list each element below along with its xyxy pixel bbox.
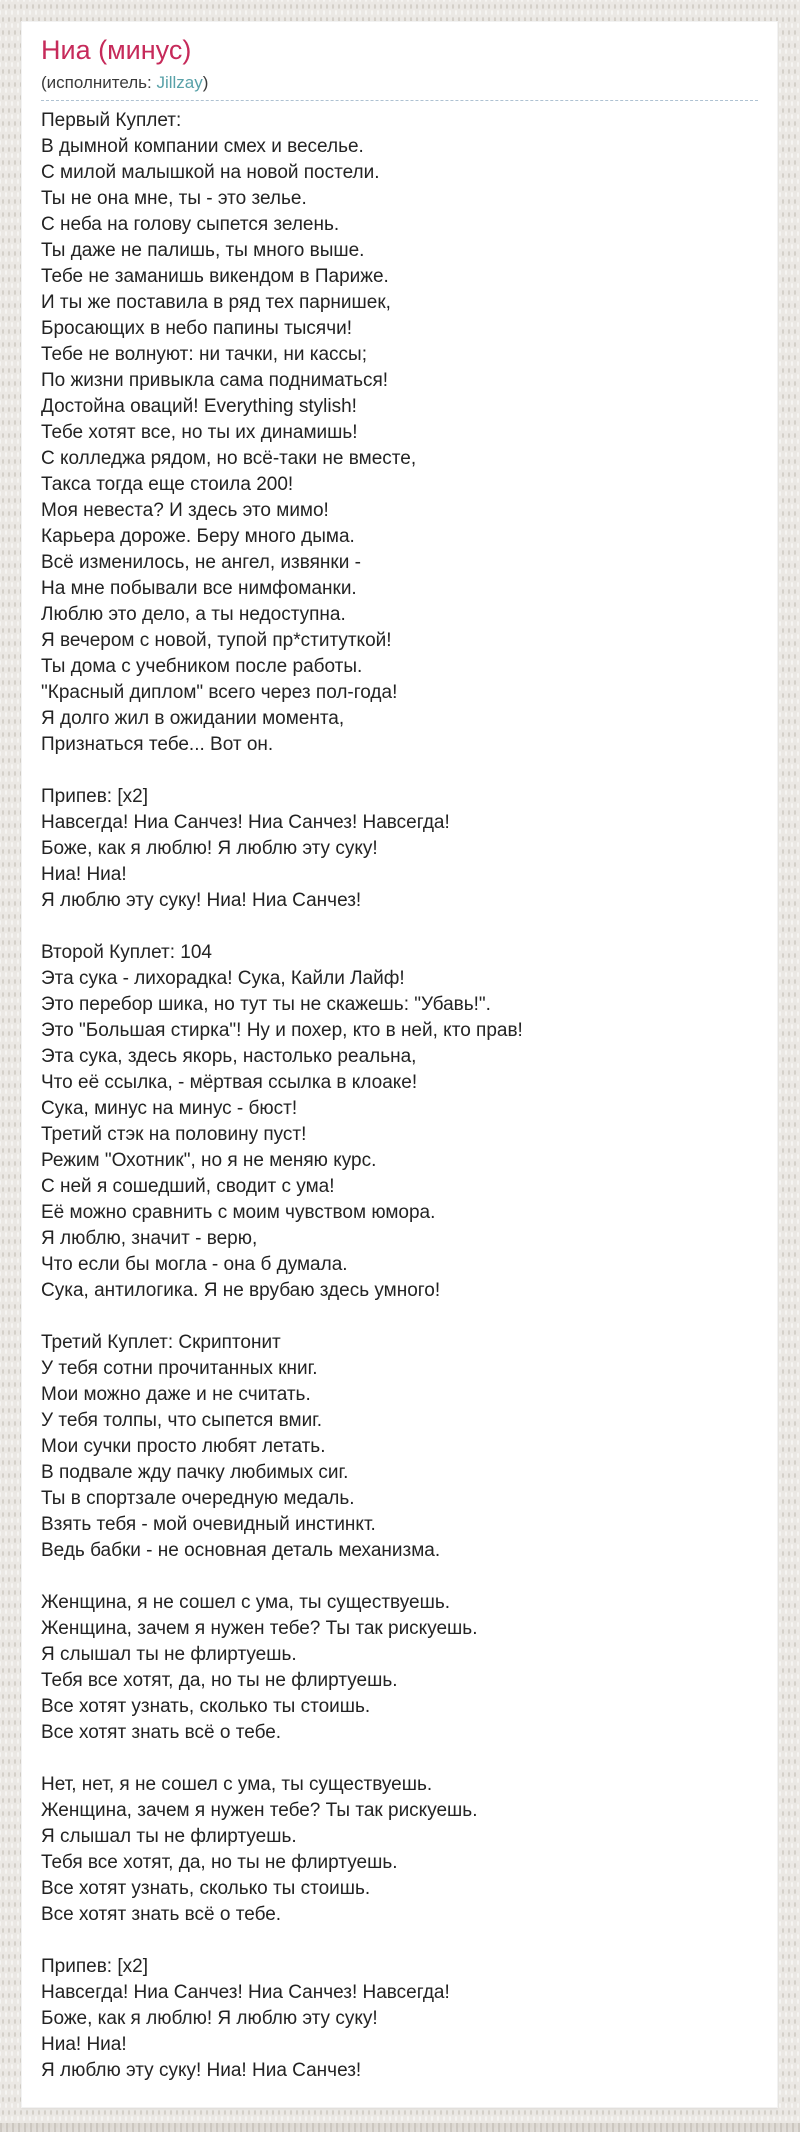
lyrics-line: Тебя все хотят, да, но ты не флиртуешь.: [41, 1670, 398, 1691]
lyrics-line: Все хотят узнать, сколько ты стоишь.: [41, 1696, 371, 1717]
lyrics-stanza: [41, 784, 758, 914]
lyrics-line: Боже, как я люблю! Я люблю эту суку!: [41, 2008, 378, 2029]
lyrics-stanza: [41, 1590, 758, 1746]
lyrics-line: Боже, как я люблю! Я люблю эту суку!: [41, 838, 378, 859]
lyrics-line: Тебе не волнуют: ни тачки, ни кассы;: [41, 344, 367, 365]
lyrics-line: "Красный диплом" всего через пол-года!: [41, 682, 398, 703]
lyrics-line: Тебе не заманишь викендом в Париже.: [41, 266, 389, 287]
lyrics-line: Я люблю эту суку! Ниа! Ниа Санчез!: [41, 890, 362, 911]
lyrics-line: Признаться тебе... Вот он.: [41, 734, 274, 755]
lyrics-line: Ты даже не палишь, ты много выше.: [41, 240, 365, 261]
lyrics-line: Ты не она мне, ты - это зелье.: [41, 188, 307, 209]
lyrics-line: Всё изменилось, не ангел, извянки -: [41, 552, 361, 573]
artist-line: [41, 72, 758, 101]
lyrics-line: Все хотят знать всё о тебе.: [41, 1722, 282, 1743]
lyrics-line: Я слышал ты не флиртуешь.: [41, 1826, 297, 1847]
lyrics-stanza: [41, 1772, 758, 1928]
lyrics-line: С колледжа рядом, но всё-таки не вместе,: [41, 448, 417, 469]
lyrics-line: На мне побывали все нимфоманки.: [41, 578, 357, 599]
lyrics-line: Это "Большая стирка"! Ну и похер, кто в ней, кто прав!: [41, 1020, 523, 1041]
artist-label-suffix: ): [202, 73, 209, 92]
lyrics-line: С милой малышкой на новой постели.: [41, 162, 380, 183]
song-title: Ниа (минус): [41, 35, 192, 65]
lyrics-stanza: [41, 108, 758, 758]
lyrics-stanza: [41, 940, 758, 1304]
lyrics-line: Я долго жил в ожидании момента,: [41, 708, 345, 729]
lyrics-card: [21, 21, 778, 2108]
lyrics-line: Её можно сравнить с моим чувством юмора.: [41, 1202, 436, 1223]
lyrics-line: Женщина, зачем я нужен тебе? Ты так рискуешь.: [41, 1800, 478, 1821]
lyrics-line: Мои сучки просто любят летать.: [41, 1436, 326, 1457]
lyrics-line: Эта сука, здесь якорь, настолько реальна,: [41, 1046, 417, 1067]
lyrics-line: Сука, антилогика. Я не врубаю здесь умного!: [41, 1280, 441, 1301]
lyrics-stanza: [41, 1954, 758, 2084]
lyrics-line: Я вечером с новой, тупой пр*ституткой!: [41, 630, 392, 651]
lyrics-line: Все хотят знать всё о тебе.: [41, 1904, 282, 1925]
lyrics-line: Нет, нет, я не сошел с ума, ты существуешь.: [41, 1774, 433, 1795]
lyrics-line: С ней я сошедший, сводит с ума!: [41, 1176, 335, 1197]
lyrics-line: Я люблю эту суку! Ниа! Ниа Санчез!: [41, 2060, 362, 2081]
lyrics-line: Режим "Охотник", но я не меняю курс.: [41, 1150, 377, 1171]
lyrics-line: Что если бы могла - она б думала.: [41, 1254, 348, 1275]
lyrics-line: Второй Куплет: 104: [41, 942, 212, 963]
lyrics-line: Люблю это дело, а ты недоступна.: [41, 604, 346, 625]
lyrics-line: По жизни привыкла сама подниматься!: [41, 370, 389, 391]
lyrics-line: Это перебор шика, но тут ты не скажешь: "Убавь!".: [41, 994, 491, 1015]
lyrics-line: Женщина, я не сошел с ума, ты существуешь.: [41, 1592, 450, 1613]
lyrics-line: Моя невеста? И здесь это мимо!: [41, 500, 329, 521]
artist-link[interactable]: Jillzay: [156, 73, 203, 92]
lyrics-line: Взять тебя - мой очевидный инстинкт.: [41, 1514, 376, 1535]
lyrics-line: Ведь бабки - не основная деталь механизма.: [41, 1540, 441, 1561]
lyrics-line: Все хотят узнать, сколько ты стоишь.: [41, 1878, 371, 1899]
lyrics-line: Ниа! Ниа!: [41, 2034, 127, 2055]
lyrics-line: Достойна оваций! Everything stylish!: [41, 396, 357, 417]
lyrics-stanza: [41, 1330, 758, 1564]
lyrics-line: Карьера дороже. Беру много дыма.: [41, 526, 355, 547]
lyrics-line: Тебе хотят все, но ты их динамишь!: [41, 422, 358, 443]
lyrics-line: Я люблю, значит - верю,: [41, 1228, 258, 1249]
lyrics-line: Ты в спортзале очередную медаль.: [41, 1488, 355, 1509]
lyrics-text: [41, 108, 758, 2084]
lyrics-line: И ты же поставила в ряд тех парнишек,: [41, 292, 391, 313]
lyrics-line: В подвале жду пачку любимых сиг.: [41, 1462, 349, 1483]
page-bottom-texture: [0, 2123, 800, 2132]
artist-label: (исполнитель:: [41, 73, 152, 92]
lyrics-line: У тебя толпы, что сыпется вмиг.: [41, 1410, 323, 1431]
lyrics-line: Третий стэк на половину пуст!: [41, 1124, 307, 1145]
lyrics-line: Мои можно даже и не считать.: [41, 1384, 311, 1405]
lyrics-line: С неба на голову сыпется зелень.: [41, 214, 340, 235]
lyrics-line: Женщина, зачем я нужен тебе? Ты так рискуешь.: [41, 1618, 478, 1639]
lyrics-line: Я слышал ты не флиртуешь.: [41, 1644, 297, 1665]
lyrics-line: Ниа! Ниа!: [41, 864, 127, 885]
lyrics-line: Эта сука - лихорадка! Сука, Кайли Лайф!: [41, 968, 405, 989]
lyrics-line: Бросающих в небо папины тысячи!: [41, 318, 353, 339]
lyrics-line: Третий Куплет: Скриптонит: [41, 1332, 281, 1353]
lyrics-line: Что её ссылка, - мёртвая ссылка в клоаке!: [41, 1072, 418, 1093]
lyrics-line: Сука, минус на минус - бюст!: [41, 1098, 298, 1119]
lyrics-line: Припев: [x2]: [41, 1956, 148, 1977]
lyrics-line: Такса тогда еще стоила 200!: [41, 474, 294, 495]
lyrics-line: У тебя сотни прочитанных книг.: [41, 1358, 318, 1379]
lyrics-line: Припев: [x2]: [41, 786, 148, 807]
lyrics-line: Ты дома с учебником после работы.: [41, 656, 363, 677]
lyrics-line: Тебя все хотят, да, но ты не флиртуешь.: [41, 1852, 398, 1873]
lyrics-line: Навсегда! Ниа Санчез! Ниа Санчез! Навсегда!: [41, 812, 450, 833]
lyrics-line: Первый Куплет:: [41, 110, 182, 131]
lyrics-line: Навсегда! Ниа Санчез! Ниа Санчез! Навсегда!: [41, 1982, 450, 2003]
lyrics-line: В дымной компании смех и веселье.: [41, 136, 364, 157]
